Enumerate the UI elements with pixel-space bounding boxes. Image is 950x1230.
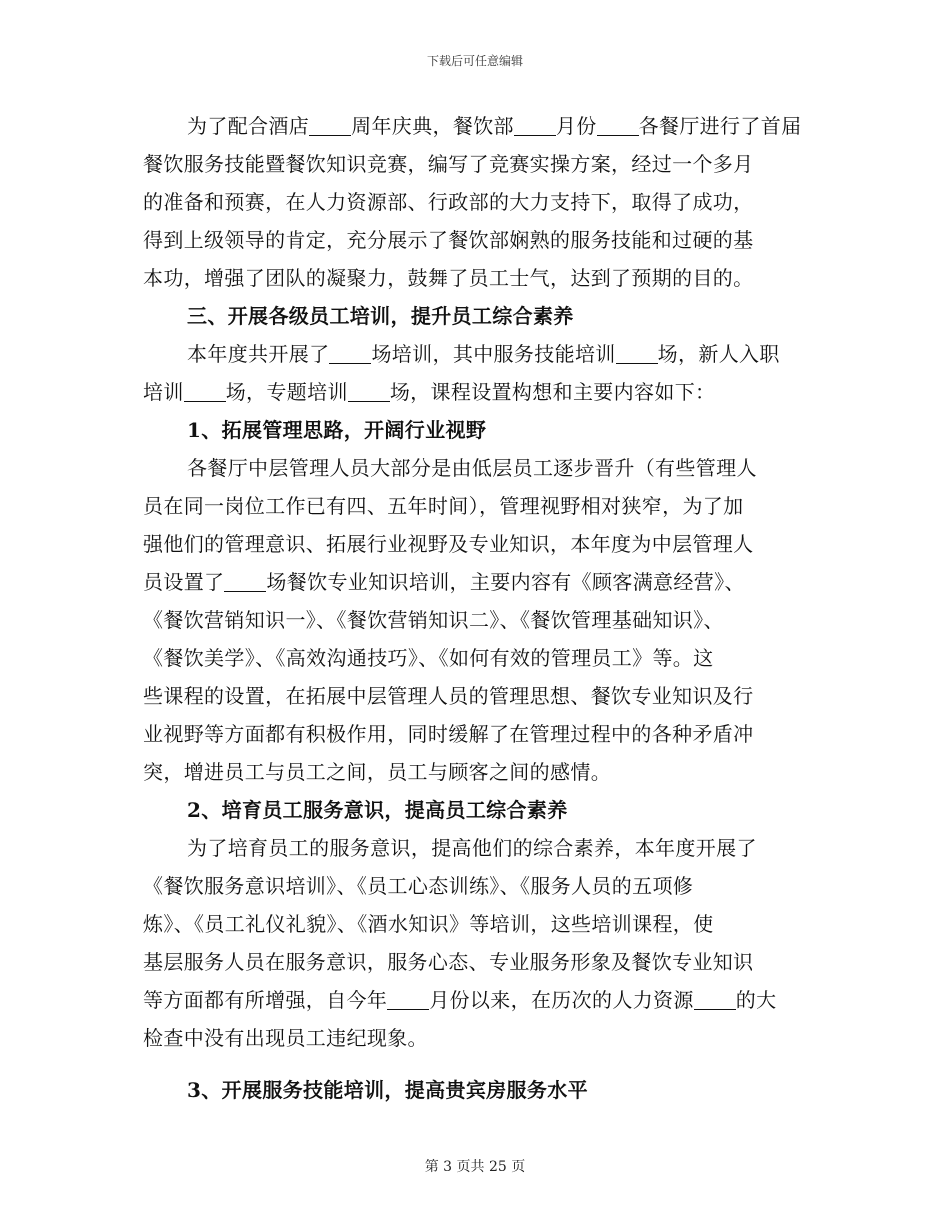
text-run: 培训 (143, 380, 184, 404)
text-run: 场，课程设置构想和主要内容如下： (389, 380, 716, 404)
paragraph-1-line (143, 107, 811, 145)
paragraph-4-line (143, 981, 811, 1019)
text-run: 各餐厅进行了首届 (638, 114, 802, 138)
subsection-3-heading: 3、开展服务技能培训，提高贵宾房服务水平 (187, 1078, 588, 1102)
fill-blank (387, 987, 429, 1010)
paragraph-3-line: 员在同一岗位工作已有四、五年时间），管理视野相对狭窄，为了加 (143, 494, 744, 518)
fill-blank (597, 113, 639, 136)
paragraph-4-line: 炼》、《员工礼仪礼貌》、《酒水知识》等培训，这些培训课程，使 (143, 912, 714, 936)
page-number-footer: 第 3 页共 25 页 (424, 1159, 526, 1175)
text-run: 等方面都有所增强，自今年 (143, 988, 388, 1012)
fill-blank (616, 341, 658, 364)
fill-blank (694, 987, 736, 1010)
paragraph-1-line: 餐饮服务技能暨餐饮知识竞赛，编写了竞赛实操方案，经过一个多月 (143, 152, 754, 176)
paragraph-3-line: 《餐饮美学》、《高效沟通技巧》、《如何有效的管理员工》等。这 (143, 646, 714, 670)
spacer (143, 1057, 811, 1071)
fill-blank (329, 341, 371, 364)
text-run: 场，新人入职 (657, 342, 780, 366)
paragraph-3-line: 业视野等方面都有积极作用，同时缓解了在管理过程中的各种矛盾冲 (143, 722, 754, 746)
paragraph-3-line (143, 563, 811, 601)
text-run: 周年庆典，餐饮部 (351, 114, 514, 138)
paragraph-1-line: 得到上级领导的肯定，充分展示了餐饮部娴熟的服务技能和过硬的基 (143, 228, 754, 252)
subsection-1-heading: 1、拓展管理思路，开阔行业视野 (187, 418, 487, 442)
fill-blank (514, 113, 556, 136)
text-run: 场餐饮专业知识培训，主要内容有《顾客满意经营》、 (266, 570, 745, 594)
paragraph-3-line: 各餐厅中层管理人员大部分是由低层员工逐步晋升（有些管理人 (187, 456, 757, 480)
paragraph-3-line: 些课程的设置，在拓展中层管理人员的管理思想、餐饮专业知识及行 (143, 684, 754, 708)
paragraph-4-line: 《餐饮服务意识培训》、《员工心态训练》、《服务人员的五项修 (143, 874, 694, 898)
text-run: 员设置了 (143, 570, 225, 594)
paragraph-4-line: 为了培育员工的服务意识，提高他们的综合素养，本年度开展了 (187, 836, 757, 860)
paragraph-2-line (143, 373, 811, 411)
text-run: 场培训，其中服务技能培训 (371, 342, 616, 366)
fill-blank (309, 113, 351, 136)
paragraph-4-line: 检查中没有出现员工违纪现象。 (143, 1026, 428, 1050)
section-3-heading: 三、开展各级员工培训，提升员工综合素养 (187, 304, 574, 328)
text-run: 场，专题培训 (225, 380, 348, 404)
paragraph-3-line: 《餐饮营销知识一》、《餐饮营销知识二》、《餐饮管理基础知识》、 (143, 608, 724, 632)
paragraph-2-line (143, 335, 811, 373)
paragraph-1-line: 本功，增强了团队的凝聚力，鼓舞了员工士气，达到了预期的目的。 (143, 266, 754, 290)
text-run: 月份 (555, 114, 597, 138)
subsection-2-heading: 2、培育员工服务意识，提高员工综合素养 (187, 798, 568, 822)
fill-blank (348, 379, 390, 402)
paragraph-3-line: 突，增进员工与员工之间，员工与顾客之间的感情。 (143, 760, 612, 784)
text-run: 本年度共开展了 (187, 342, 330, 366)
fill-blank (184, 379, 226, 402)
document-body (143, 107, 811, 1109)
paragraph-4-line: 基层服务人员在服务意识，服务心态、专业服务形象及餐饮专业知识 (143, 950, 754, 974)
header-note: 下载后可任意编辑 (426, 54, 523, 68)
text-run: 月份以来，在历次的人力资源 (429, 988, 694, 1012)
text-run: 的大 (735, 988, 777, 1012)
paragraph-1-line: 的准备和预赛，在人力资源部、行政部的大力支持下，取得了成功， (143, 190, 754, 214)
text-run: 为了配合酒店 (187, 114, 310, 138)
paragraph-3-line: 强他们的管理意识、拓展行业视野及专业知识，本年度为中层管理人 (143, 532, 754, 556)
fill-blank (224, 569, 266, 592)
